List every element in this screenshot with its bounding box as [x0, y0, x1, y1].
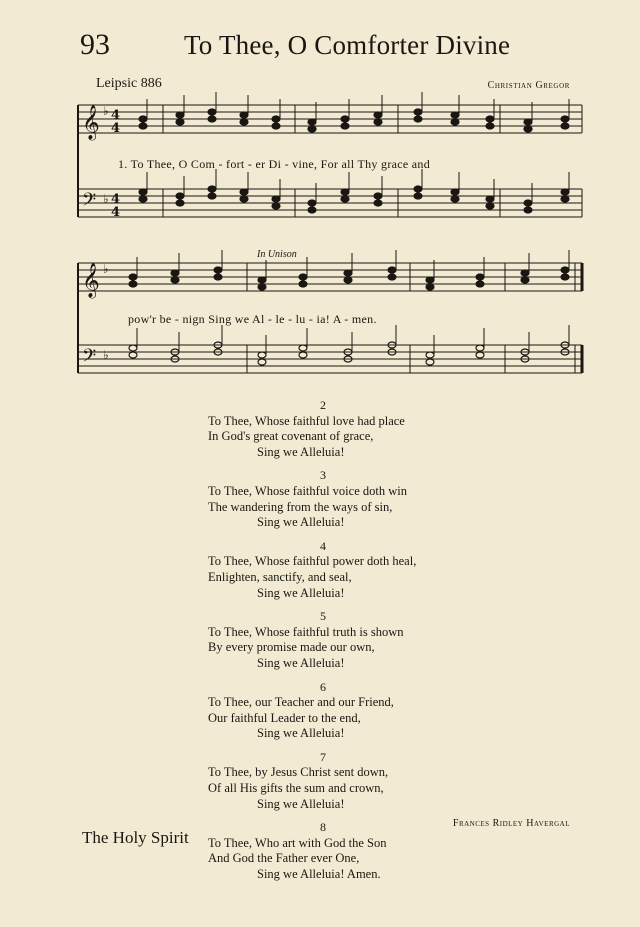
note-head: [486, 203, 494, 209]
note-head: [451, 189, 459, 195]
note-head: [486, 123, 494, 129]
verse-number: 6: [320, 679, 326, 694]
note-head: [139, 116, 147, 122]
flat-icon: ♭: [103, 348, 109, 362]
verse: [208, 468, 468, 530]
note-head: [299, 345, 307, 351]
verse-line: The wandering from the ways of sin,: [208, 499, 393, 514]
verse-number: 4: [320, 538, 326, 553]
time-signature: 4: [111, 205, 121, 220]
unison-marking: In Unison: [257, 249, 297, 260]
note-head: [561, 116, 569, 122]
note-head: [272, 116, 280, 122]
verse-refrain: Sing we Alleluia!: [257, 655, 345, 670]
note-head: [561, 189, 569, 195]
treble-clef-icon: 𝄞: [82, 263, 100, 298]
verse: [208, 539, 468, 601]
verse: [208, 398, 468, 460]
verse: [208, 820, 468, 882]
note-head: [451, 119, 459, 125]
verse-refrain: Sing we Alleluia!: [257, 444, 345, 459]
note-head: [341, 116, 349, 122]
note-head: [258, 359, 266, 365]
note-head: [374, 119, 382, 125]
note-head: [214, 267, 222, 273]
section-heading: The Holy Spirit: [82, 828, 189, 847]
note-head: [341, 196, 349, 202]
note-head: [176, 112, 184, 118]
note-head: [272, 203, 280, 209]
composer-credit: Christian Gregor: [487, 80, 570, 91]
verses-block: [208, 398, 468, 891]
verse-number: 3: [320, 468, 326, 483]
verse-number: 2: [320, 398, 326, 412]
note-head: [214, 274, 222, 280]
verse-number: 8: [320, 820, 326, 835]
note-head: [476, 281, 484, 287]
note-head: [561, 267, 569, 273]
note-head: [561, 196, 569, 202]
note-head: [476, 274, 484, 280]
note-head: [341, 123, 349, 129]
note-head: [171, 277, 179, 283]
note-head: [388, 274, 396, 280]
note-head: [176, 193, 184, 199]
lyrics-line-1: 1. To Thee, O Com - fort - er Di - vine, For all Thy grace and: [118, 157, 431, 171]
time-signature: 4: [111, 121, 121, 136]
note-head: [524, 207, 532, 213]
note-head: [129, 352, 137, 358]
verse-line: Our faithful Leader to the end,: [208, 710, 361, 725]
note-head: [240, 112, 248, 118]
note-head: [139, 189, 147, 195]
verse-number: 7: [320, 749, 326, 764]
note-head: [476, 345, 484, 351]
note-head: [341, 189, 349, 195]
verse-refrain: Sing we Alleluia!: [257, 726, 345, 741]
note-head: [208, 193, 216, 199]
flat-icon: ♭: [103, 104, 109, 118]
verse-line: To Thee, our Teacher and our Friend,: [208, 695, 394, 710]
note-head: [414, 193, 422, 199]
note-head: [299, 281, 307, 287]
note-head: [176, 200, 184, 206]
verse-refrain: Sing we Alleluia!: [257, 515, 345, 530]
note-head: [176, 119, 184, 125]
note-head: [426, 284, 434, 290]
note-head: [524, 200, 532, 206]
note-head: [524, 126, 532, 132]
hymn-title: To Thee, O Comforter Divine: [184, 30, 511, 60]
note-head: [524, 119, 532, 125]
note-head: [129, 345, 137, 351]
note-head: [451, 196, 459, 202]
verse: [208, 680, 468, 742]
verse-line: To Thee, Whose faithful power doth heal,: [208, 554, 417, 569]
note-head: [486, 116, 494, 122]
author-credit: Frances Ridley Havergal: [452, 818, 570, 829]
note-head: [426, 352, 434, 358]
verse-line: By every promise made our own,: [208, 640, 375, 655]
time-signature: 4: [111, 108, 121, 123]
note-head: [388, 267, 396, 273]
verse-number: 5: [320, 609, 326, 624]
note-head: [561, 274, 569, 280]
note-head: [374, 200, 382, 206]
note-head: [208, 109, 216, 115]
note-head: [414, 116, 422, 122]
note-head: [308, 200, 316, 206]
note-head: [451, 112, 459, 118]
hymn-number: 93: [80, 28, 110, 61]
bass-clef-icon: 𝄢: [82, 190, 97, 215]
note-head: [258, 352, 266, 358]
note-head: [374, 112, 382, 118]
verse-line: In God's great covenant of grace,: [208, 429, 374, 444]
note-head: [426, 359, 434, 365]
flat-icon: ♭: [103, 192, 109, 206]
verse-refrain: Sing we Alleluia!: [257, 796, 345, 811]
note-head: [521, 270, 529, 276]
note-head: [308, 119, 316, 125]
note-head: [240, 189, 248, 195]
verse-line: To Thee, Whose faithful voice doth win: [208, 483, 407, 498]
note-head: [344, 270, 352, 276]
note-head: [476, 352, 484, 358]
verse-refrain: Sing we Alleluia! Amen.: [257, 867, 381, 882]
note-head: [414, 109, 422, 115]
note-head: [414, 186, 422, 192]
note-head: [129, 281, 137, 287]
time-signature: 4: [111, 192, 121, 207]
verse-line: And God the Father ever One,: [208, 851, 360, 866]
verse: [208, 750, 468, 812]
note-head: [240, 119, 248, 125]
verse-line: To Thee, Who art with God the Son: [208, 835, 387, 850]
verse-line: Enlighten, sanctify, and seal,: [208, 569, 352, 584]
note-head: [521, 277, 529, 283]
note-head: [208, 186, 216, 192]
tune-name: Leipsic 886: [96, 76, 162, 91]
treble-clef-icon: 𝄞: [82, 105, 100, 140]
note-head: [258, 277, 266, 283]
note-head: [208, 116, 216, 122]
note-head: [299, 274, 307, 280]
note-head: [344, 277, 352, 283]
note-head: [308, 126, 316, 132]
note-head: [129, 274, 137, 280]
note-head: [486, 196, 494, 202]
flat-icon: ♭: [103, 262, 109, 276]
verse-line: To Thee, Whose faithful love had place: [208, 413, 405, 428]
verse-line: Of all His gifts the sum and crown,: [208, 781, 384, 796]
note-head: [272, 123, 280, 129]
note-head: [299, 352, 307, 358]
note-head: [171, 270, 179, 276]
note-head: [258, 284, 266, 290]
note-head: [426, 277, 434, 283]
note-head: [374, 193, 382, 199]
note-head: [308, 207, 316, 213]
verse-line: To Thee, Whose faithful truth is shown: [208, 624, 404, 639]
note-head: [139, 123, 147, 129]
note-head: [240, 196, 248, 202]
verse-line: To Thee, by Jesus Christ sent down,: [208, 765, 389, 780]
note-head: [561, 123, 569, 129]
lyrics-line-2: pow'r be - nign Sing we Al - le - lu - ia! A - men.: [128, 312, 377, 326]
note-head: [272, 196, 280, 202]
verse: [208, 609, 468, 671]
bass-clef-icon: 𝄢: [82, 346, 97, 371]
verse-refrain: Sing we Alleluia!: [257, 585, 345, 600]
note-head: [139, 196, 147, 202]
